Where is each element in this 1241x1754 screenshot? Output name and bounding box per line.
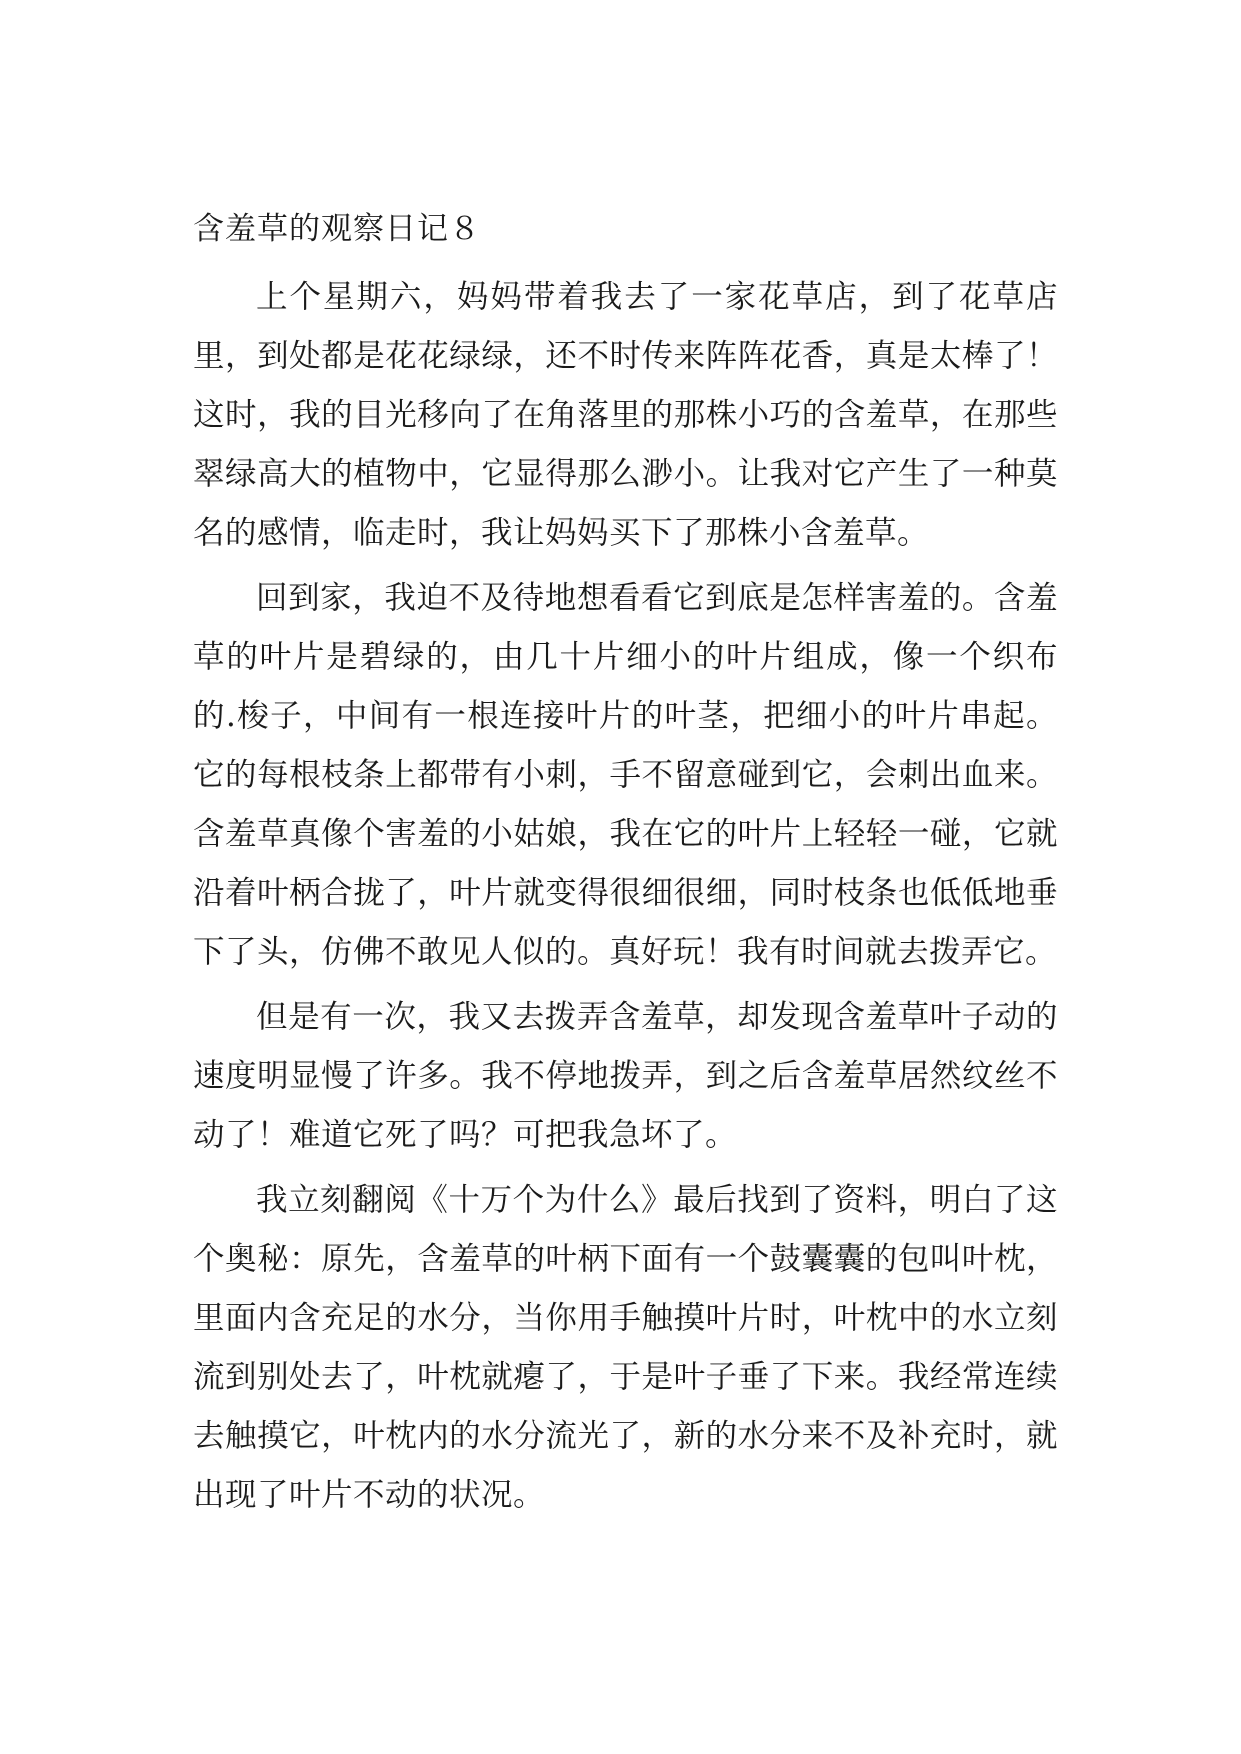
paragraph-1: 上个星期六，妈妈带着我去了一家花草店，到了花草店里，到处都是花花绿绿，还不时传来阵阵花香，真是太棒了！这时，我的目光移向了在角落里的那株小巧的含羞草，在那些翠绿高大的植物中，它显得那么渺小。让我对它产生了一种莫名的感情，临走时，我让妈妈买下了那株小含羞草。 [193, 279, 1058, 551]
document-page [193, 200, 1058, 1531]
paragraph-3: 但是有一次，我又去拨弄含羞草，却发现含羞草叶子动的速度明显慢了许多。我不停地拨弄，到之后含羞草居然纹丝不动了！难道它死了吗？可把我急坏了。 [193, 999, 1058, 1153]
paragraph-4: 我立刻翻阅《十万个为什么》最后找到了资料，明白了这个奥秘：原先，含羞草的叶柄下面有一个鼓囊囊的包叫叶枕，里面内含充足的水分，当你用手触摸叶片时，叶枕中的水立刻流到别处去了，叶枕就瘪了，于是叶子垂了下来。我经常连续去触摸它，叶枕内的水分流光了，新的水分来不及补充时，就出现了叶片不动的状况。 [193, 1182, 1058, 1513]
paragraph-2: 回到家，我迫不及待地想看看它到底是怎样害羞的。含羞草的叶片是碧绿的，由几十片细小的叶片组成，像一个织布的.梭子，中间有一根连接叶片的叶茎，把细小的叶片串起。它的每根枝条上都带有小刺，手不留意碰到它，会刺出血来。含羞草真像个害羞的小姑娘，我在它的叶片上轻轻一碰，它就沿着叶柄合拢了，叶片就变得很细很细，同时枝条也低低地垂下了头，仿佛不敢见人似的。真好玩！我有时间就去拨弄它。 [193, 580, 1058, 970]
document-title: 含羞草的观察日记８ [193, 211, 481, 247]
